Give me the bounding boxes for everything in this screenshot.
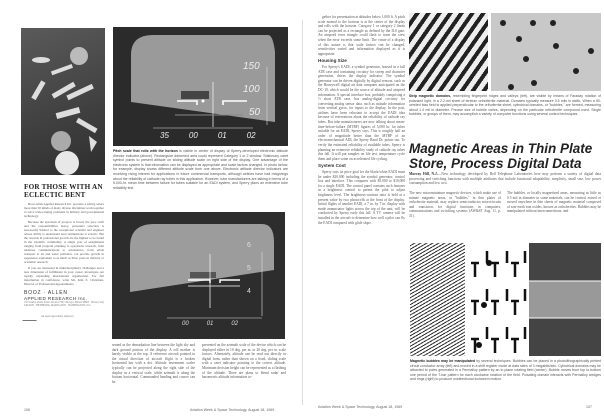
heading-label: 01 (206, 321, 214, 327)
heading-label: 35 (160, 131, 169, 140)
lede-text: —New technology developed by Bell Telephone Laboratories here may perform a variety of digital data processing and switching functions with multiple attributes that include functional adaptability, simplicity, small size, low power consumption and low cost. (409, 172, 601, 186)
caption-lead: Magnetic bubbles may be manipulated (410, 359, 476, 363)
article-column: presented on the azimuth scale of the device which can be displayed either in 10 deg. per in. or 20 deg. per in. scale factors. Alternately, altitude can be read out directly in digital form, rather than shown on a fixed, sliding scale with a caret indicator pointing to the correct altitude. Minimum decision height can be represented as a flashing of the altitude. There are plans to blend radar and barometric altitude information to- (202, 343, 286, 380)
ad-heading: FOR THOSE WITH AN ECLECTIC BENT (24, 183, 103, 199)
domains-caption (409, 94, 601, 117)
strip-domains-photo (409, 13, 488, 91)
ad-paragraph: Because the spectrum of projects is broad, the pace swift and the responsibilities heavy, personnel selection is necessarily limited to the exceptional scientist and engineer whose ability to understand and communicate is eclectic. But the rewards in professional growth are the highest to be found in the scientific community. A single year of assignments ranging from program planning to operations research, from undersea communications to astronautics, from urban transport to air and water pollution, can provide growth in experience equivalent to as much as three years in industry or academic research. (24, 220, 104, 264)
heading-scale (160, 131, 256, 140)
caption-text: resembling fingerprint ridges and valleys (left), are visible by means of Faraday rotation of polarized light, in a 2.2-mil sheet of terbium orthoferrite material. Domains typically measure 3.5 mils in width. When a 50-oersted bias field is applied perpendicular to the orthoferrite sheet, cylindrical domains, or "bubbles," are formed, measuring about 1.4 mil in diameter. Precise size of bubble varies, depending on the particular orthoferrite compound used. Single bubbles, or groups of them, may accomplish a variety of computer functions using several control techniques. (409, 94, 601, 117)
shift-register-photo (410, 243, 465, 356)
heading-scale (182, 321, 238, 327)
eoe-notice: An equal opportunity employer (41, 315, 74, 319)
page-footer: Aviation Week & Space Technology, August 18, 1969 (318, 405, 403, 409)
caption-text: is visible in center of display of Sperry-developed electronic attitude director indicator (above). Rectangular darkened area could represent Category 1 or 2 window. Stationary caret symbol points to present altitude on sliding altitude scale on right side of the display. One advantage of the electronic system is that information can be displayed as appropriate and scale factors changed. In photo below, for example, display shows different altitude scale from one above. Electronic attitude director indicators are receiving rising interest for applications in future commercial transports, although airlines have had misgivings about the reliability of cathode ray tubes in this application. However, tube manufacturers are talking in terms of a 5,000-hr. mean time between failure for tubes suitable for an EADI system, and Sperry plans an extensive tube reliability test. (113, 149, 289, 190)
signature-logo-icon (22, 312, 39, 321)
heading-label: 00 (188, 131, 198, 140)
heading-label: 02 (231, 321, 239, 327)
altitude-scale-4: 4 (247, 288, 251, 295)
section-heading: System Cost (318, 163, 346, 169)
company-address: 135 South LaSalle Street, Room 2730, Chicago, Illinois 60603 · Phone (312) 346-9200 · BETHESDA, MARYLAND · WASHINGTON, D.C. (24, 301, 104, 308)
gutter-divider (302, 20, 303, 405)
lede (409, 172, 601, 186)
article-column: The new microminiature magnetic devices, which make use of minute magnetic areas, or "bubbles," in thin plates of orthoferrite material, may replace semiconductor microcircuits and transistors for digital functions in computers, communications and switching systems (AW&ST Aug. 11, p. 31). (409, 191, 501, 218)
altitude-scale-100: 100 (243, 84, 260, 95)
puzzle-photo (21, 28, 105, 175)
ad-paragraph: Booz-Allen Applied Research Inc. provides a setting where more than 50 minds of many diverse disciplines work together to solve wide-ranging problems in military and governmental technology. (24, 202, 104, 218)
bubbles-caption (410, 359, 601, 382)
company-name-line2: APPLIED RESEARCH Inc. (24, 296, 88, 301)
eadi-display-top (113, 27, 288, 146)
company-name: BOOZ · ALLEN (24, 290, 68, 296)
altitude-scale-50: 50 (249, 107, 261, 118)
altitude-scale-6: 6 (247, 242, 251, 249)
paragraph: For Sperry's EADI, a symbol generator, housed in a full ATR case and containing circuitry for sweep and character generation, drives the display indicator. The symbol generator can be driven digitally by digital sensors, such as the Honeywell digital air data computer anticipated on the DC-10, which would be the source of altitude and airspeed information. A special interface box, probably comprising a ½ short ATR case, has analog-digital circuitry for converting analog sensor data, such as attitude information from vertical gyros, for inputs to the display. In the past, airlines have been reluctant to accept the EADI idea because of reservations about the reliability of cathode ray tubes. But tube manufacturers are now talking about mean-time-before-failure (MTBF) figures of 5,000 hr. for tubes suitable for an EADI, Sperry says. This is roughly half an order of magnitude better than the MTBF of an electromechanical ADI, the Sperry Rand Dr. points out. To verify the estimated reliability of available tubes, Sperry is planning an extensive reliability study of cathode ray tubes this fall. It will put samples on life test, temperature cycle them and place some on accelerated life cycling. (318, 64, 405, 161)
permalloy-rings-photo (529, 243, 601, 356)
caption-lead: Strip magnetic domains, (409, 94, 452, 98)
page-number: 106 (24, 408, 30, 412)
paragraph: Sperry says its price goal for the black/white EADI must be under $20,000 including the symbol generator, control box and interface. This compares with $5,000 to $10,000 for a single EADI. The control panel contains such features as a brightness control to permit the pilot to adjust brightness level. The brightness-contrast ratio is held at a present value by two photocells at the front of the display. Initial flights of another EADI, a 7 in. by 7 in. display with mode annunciator lights across the top of the unit, will be conducted by Sperry early this fall. A TV camera will be installed in the aircraft to determine how well a pilot can fly the EADI compared with glide slope. (318, 170, 405, 225)
article-column (318, 15, 405, 225)
booz-allen-ad (24, 183, 104, 321)
t-bar-pattern-photo (467, 243, 527, 356)
bubble-domains-photo (491, 13, 601, 91)
heading-label: 02 (246, 131, 256, 140)
caption-text: by several techniques. Bubbles can be placed in a photolithographically printed circuit conductor array (left) and moved in a shift register mode at data rates of 3 megabits/sec. Cylindrical domains may be attracted to poles generated in a Permalloy pattern by an in-plane rotating field (center). Bubble moves from top to bottom one period of the T-bar pattern for each clockwise rotation of the field. Pulsating domain interacts with Permalloy wedges and rings (right) to produce unidirectional inchworm motion. (410, 359, 601, 382)
article-column: sented as the demarkation line between the light sky and dark ground portion of the display. A roll marker is barely visible at the top. A reference aircraft pointed in the actual direction of aircraft flight is a broken horizontal bar with a dot. Altitude investment scales typically can be projected along the right side of the display as a vertical scale, while azimuth is along the bottom horizontal. Commanded heading and course can be (112, 343, 195, 384)
dateline: Murray Hill, N.J. (409, 172, 438, 176)
page-number: 107 (586, 405, 592, 409)
heading-label: 00 (182, 321, 189, 327)
article-column: The bubbles, or locally magnetized areas, measuring as little as 0.5 mil in diameter in some materials, can be created, erased or moved anywhere in thin sheets of magnetic material composed of rare earth iron oxides, known as orthoferrites. Bubbles may be manipulated without interconnections, and (507, 191, 601, 214)
display-caption (113, 149, 288, 190)
altitude-scale-150: 150 (243, 61, 260, 72)
heading-label: 01 (217, 131, 227, 140)
headline: Magnetic Areas in Thin Plate Store, Process Digital Data (409, 141, 593, 171)
section-heading: Housing Size (318, 58, 347, 64)
altitude-scale-5: 5 (247, 265, 251, 272)
paragraph: gether for presentation at altitudes below 1,000 ft. A pitch scale normal to the horizon is at the center of the display and rolls with the horizon. Category 1 or category 2 limits can be projected as a rectangle as defined by the ILS gate. An airspeed error triangle could flash to warn the crew when the error exceeds some limit. The virtue of a display of this nature is that scale factors can be changed, sensitivities varied and information displayed as it is appropriate. (318, 15, 405, 56)
caption-lead: Pitch scale that rolls with the horizon (113, 149, 178, 153)
ad-paragraph: If you are interested in multidisciplinary challenges and a new dimension of fulfillment in your career, investigate our rapidly expanding international organization. For full information in confidence, write Mr. Kim E. Christians, Director of Professional Appointments. (24, 266, 104, 286)
page-footer: Aviation Week & Space Technology, August 18, 1969 (190, 408, 275, 412)
eadi-display-bottom (112, 212, 285, 339)
